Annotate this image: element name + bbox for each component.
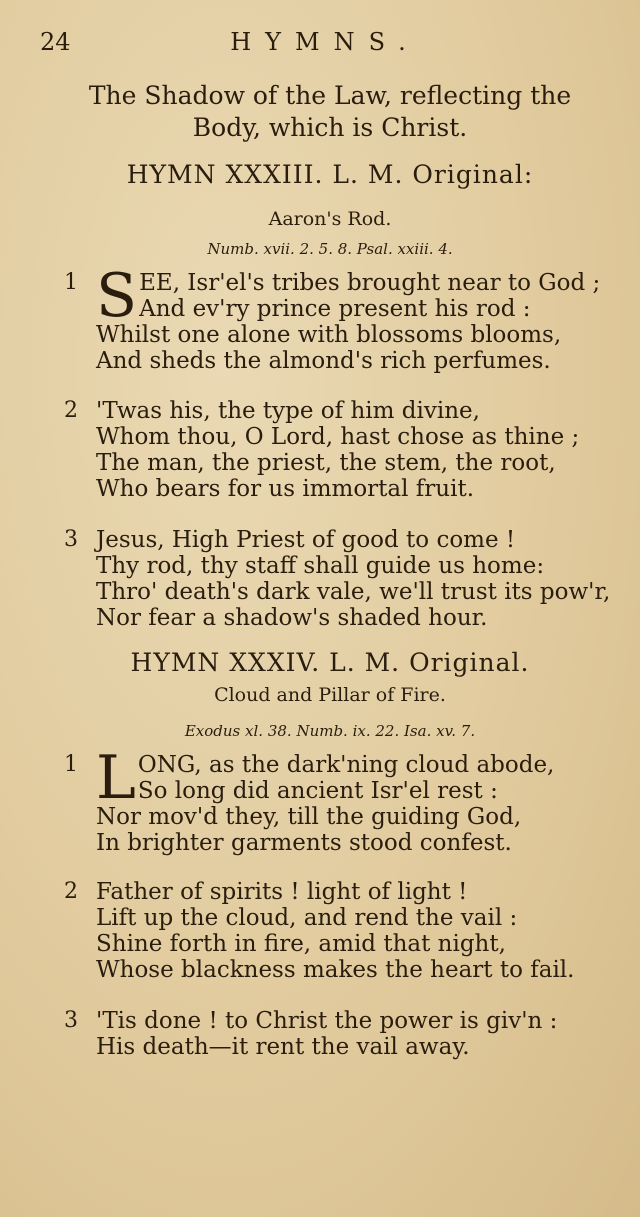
- stanza: [64, 1008, 624, 1060]
- page-number: 24: [40, 28, 71, 56]
- stanza: [64, 398, 624, 502]
- verse-line: And ev'ry prince present his rod :: [139, 296, 531, 322]
- stanza-number: 2: [64, 398, 78, 423]
- verse-line: So long did ancient Isr'el rest :: [137, 778, 498, 804]
- stanza: [64, 743, 624, 856]
- verse-line: Thy rod, thy staff shall guide us home:: [96, 553, 545, 579]
- verse-line: The man, the priest, the stem, the root,: [96, 450, 556, 476]
- stanza: [64, 879, 624, 983]
- page-header: [40, 28, 610, 58]
- hymn-heading: HYMN XXXIV. L. M. Original.: [130, 648, 530, 677]
- hymn-subtitle: Cloud and Pillar of Fire.: [214, 684, 446, 706]
- verse-line-text: EE, Isr'el's tribes brought near to God ;: [139, 270, 601, 296]
- verse-line: In brighter garments stood confest.: [96, 830, 512, 856]
- stanza: [64, 527, 624, 631]
- hymn-subtitle: Aaron's Rod.: [268, 208, 392, 230]
- drop-cap: L: [96, 743, 136, 813]
- hymn-reference: Numb. xvii. 2. 5. 8. Psal. xxiii. 4.: [207, 240, 453, 258]
- stanza-number: 3: [64, 527, 78, 552]
- verse-line: Nor mov'd they, till the guiding God,: [96, 804, 522, 830]
- verse-line: Whilst one alone with blossoms blooms,: [96, 322, 562, 348]
- verse-line: Nor fear a shadow's shaded hour.: [96, 605, 488, 631]
- section-title-line: Body, which is Christ.: [192, 113, 468, 142]
- hymn-heading: HYMN XXXIII. L. M. Original:: [126, 160, 534, 189]
- verse-line: His death—it rent the vail away.: [96, 1034, 470, 1060]
- section-title: [40, 80, 620, 144]
- drop-cap: S: [96, 261, 138, 331]
- verse-line-text: ONG, as the dark'ning cloud abode,: [137, 752, 555, 778]
- verse-line: Thro' death's dark vale, we'll trust its pow'r,: [96, 579, 611, 605]
- verse-line: Shine forth in fire, amid that night,: [96, 931, 506, 957]
- running-head: HYMNS.: [230, 28, 420, 56]
- verse-line: Lift up the cloud, and rend the vail :: [96, 905, 518, 931]
- section-title-line: The Shadow of the Law, reflecting the: [88, 81, 572, 110]
- stanza: [64, 261, 624, 374]
- verse-line: And sheds the almond's rich perfumes.: [96, 348, 551, 374]
- verse-line: Whose blackness makes the heart to fail.: [96, 957, 575, 983]
- verse-line: Whom thou, O Lord, hast chose as thine ;: [96, 424, 580, 450]
- stanza-number: 2: [64, 879, 78, 904]
- stanza-number: 3: [64, 1008, 78, 1033]
- verse-line: Who bears for us immortal fruit.: [96, 476, 475, 502]
- hymn-reference: Exodus xl. 38. Numb. ix. 22. Isa. xv. 7.: [184, 722, 476, 740]
- stanza-number: 1: [64, 752, 78, 777]
- stanza-number: 1: [64, 270, 78, 295]
- verse-line: 'Twas his, the type of him divine,: [96, 398, 480, 424]
- verse-line: Jesus, High Priest of good to come !: [96, 527, 516, 553]
- verse-line: 'Tis done ! to Christ the power is giv'n :: [96, 1008, 558, 1034]
- verse-line: Father of spirits ! light of light !: [96, 879, 468, 905]
